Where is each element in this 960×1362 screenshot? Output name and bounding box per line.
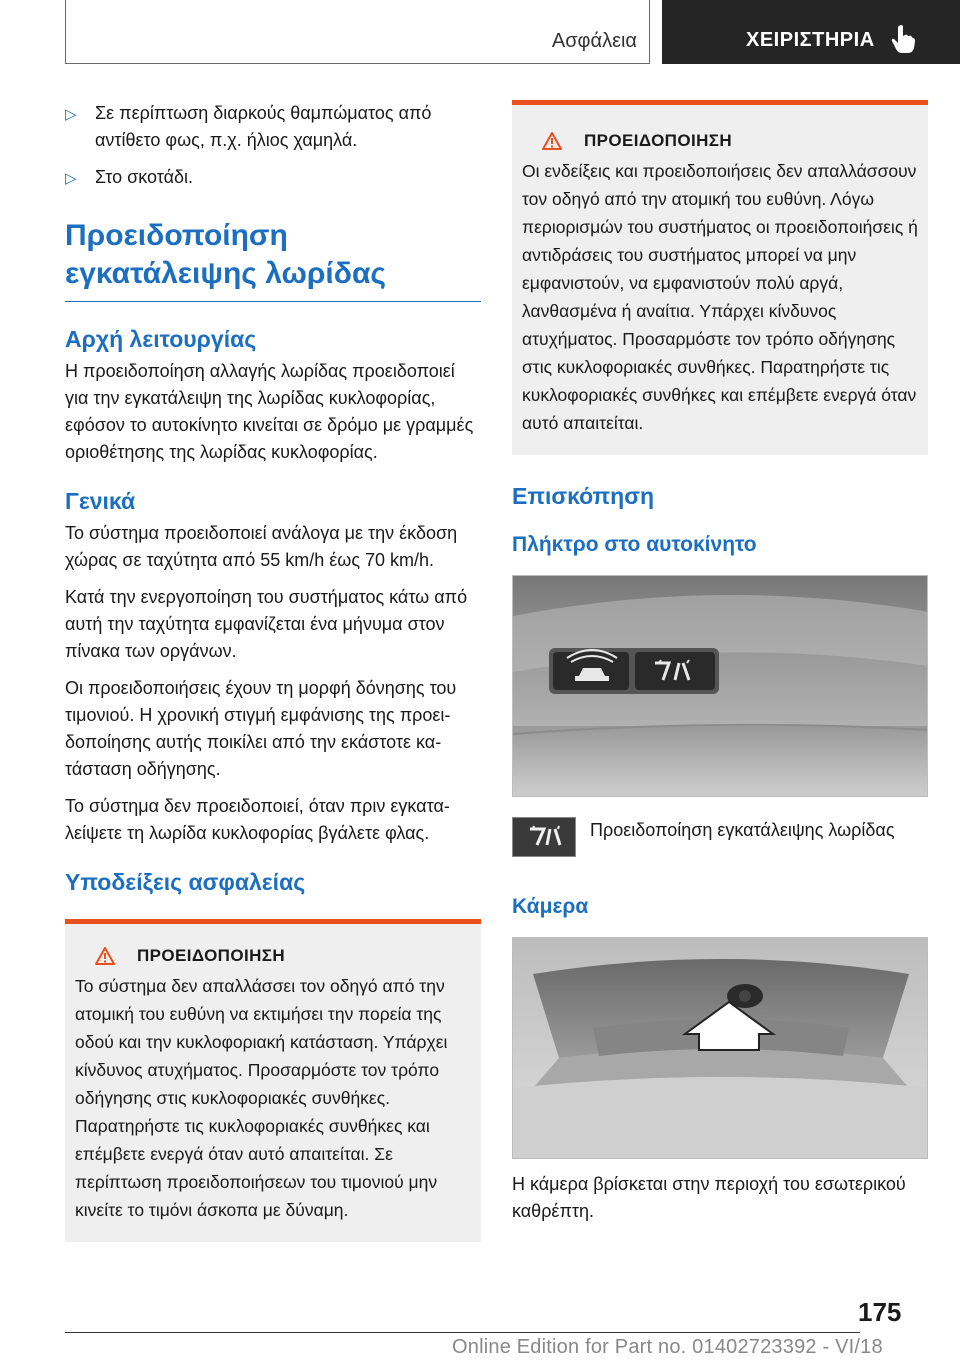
camera-text: Η κάμερα βρίσκεται στην περιοχή του εσωτερικού καθρέπτη. [512,1174,906,1221]
warning-triangle-icon [95,947,115,965]
left-column [65,100,481,1242]
camera-heading: Κάμερα [512,895,589,918]
general-paragraph: Κατά την ενεργοποίηση του συστήματος κάτω από αυτή την ταχύτητα εμφανίζεται ένα μήνυμα στον πίνακα των οργάνων. [65,587,468,661]
header-section-title: Ασφάλεια [551,30,637,52]
button-label: Προειδοποίηση εγκατάλειψης λωρίδας [590,820,895,840]
section-title: Προειδοποίηση εγκατάλειψης λωρίδας [65,217,481,302]
right-column [512,100,928,1225]
warning-box [512,100,928,455]
overview-heading: Επισκόπηση [512,483,654,509]
button-photo [512,575,928,797]
hand-pointer-icon [890,24,916,54]
button-legend-row [512,817,928,857]
lane-departure-icon [512,817,576,857]
principle-text: Η προειδοποίηση αλλαγής λωρίδας προειδοποιεί για την εγκατάλειψη της λωρίδας κυκλοφορίας, εφόσον το αυτοκίνητο κινείται σε δρόμο με γραμμές οριοθέτησης της λωρίδας κυκλοφορίας. [65,361,474,462]
triangle-bullet-icon: ▷ [65,170,77,187]
warning-text: Το σύστημα δεν απαλλάσσει τον οδηγό από την ατομική του ευθύνη να εκτιμήσει την πορεία της οδού και την κυκλοφοριακή κατάσταση. Υπάρχει κίνδυνος ατυχήματος. Προσαρμόστε τον τρόπο οδήγησης στις κυκλοφοριακές συνθήκες. Παρατηρήστε τις κυκλοφοριακές συνθήκες και επέμβετε ενεργά όταν αυτό απαιτείται. Σε περίπτωση προειδοποιήσεων του τιμονιού μην κινείτε το τιμόνι άσκοπα με δύναμη. [75,976,448,1220]
warning-title: ΠΡΟΕΙΔΟΠΟΙΗΣΗ [584,131,733,150]
warning-box [65,919,481,1242]
header-chapter-box [662,0,960,64]
triangle-bullet-icon: ▷ [65,106,77,123]
warning-triangle-icon [542,132,562,150]
general-heading: Γενικά [65,488,136,514]
warning-title: ΠΡΟΕΙΔΟΠΟΙΗΣΗ [137,946,286,965]
header-chapter-title: ΧΕΙΡΙΣΤΗΡΙΑ [746,29,875,51]
list-item: ▷ Στο σκοτάδι. [65,164,481,191]
general-paragraph: Το σύστημα προειδοποιεί ανάλογα με την έκδοση χώρας σε ταχύτητα από 55 km/h έως 70 km/h. [65,523,458,570]
page-number: 175 [858,1297,902,1327]
list-item: ▷ Σε περίπτωση διαρκούς θαμπώματος από αντίθετο φως, π.χ. ήλιος χαμηλά. [65,103,432,150]
footer-divider [65,1332,860,1333]
general-paragraph: Το σύστημα δεν προειδοποιεί, όταν πριν εγκαταλείψετε τη λωρίδα κυκλοφορίας βγάλετε φλας. [65,796,450,843]
general-paragraph: Οι προειδοποιήσεις έχουν τη μορφή δόνησης του τιμονιού. Η χρονική στιγμή εμφάνισης της προειδοποίησης αυτής ποικίλει από την εκάστοτε κατάσταση οδήγησης. [65,678,457,779]
camera-photo [512,937,928,1159]
header-section-box [65,0,650,64]
warning-text: Οι ενδείξεις και προειδοποιήσεις δεν απαλλάσσουν τον οδηγό από την ατομική του ευθύνη. Λόγω περιορισμών του συστήματος οι προειδοποιήσεις ή αντιδράσεις του συστήματος μπορεί να μην εμφανιστούν, να εμφανιστούν πολύ αργά, λανθασμένα ή αναίτια. Υπάρχει κίνδυνος ατυχήματος. Προσαρμόστε τον τρόπο οδήγησης στις κυκλοφοριακές συνθήκες. Παρατηρήστε τις κυκλοφοριακές συνθήκες και επέμβετε ενεργά όταν αυτό απαιτείται. [522,161,918,433]
button-heading: Πλήκτρο στο αυτοκίνητο [512,533,757,556]
principle-heading: Αρχή λειτουργίας [65,326,257,352]
safety-heading: Υποδείξεις ασφαλείας [65,869,306,895]
footer-edition: Online Edition for Part no. 01402723392 - VI/18 [452,1336,883,1358]
